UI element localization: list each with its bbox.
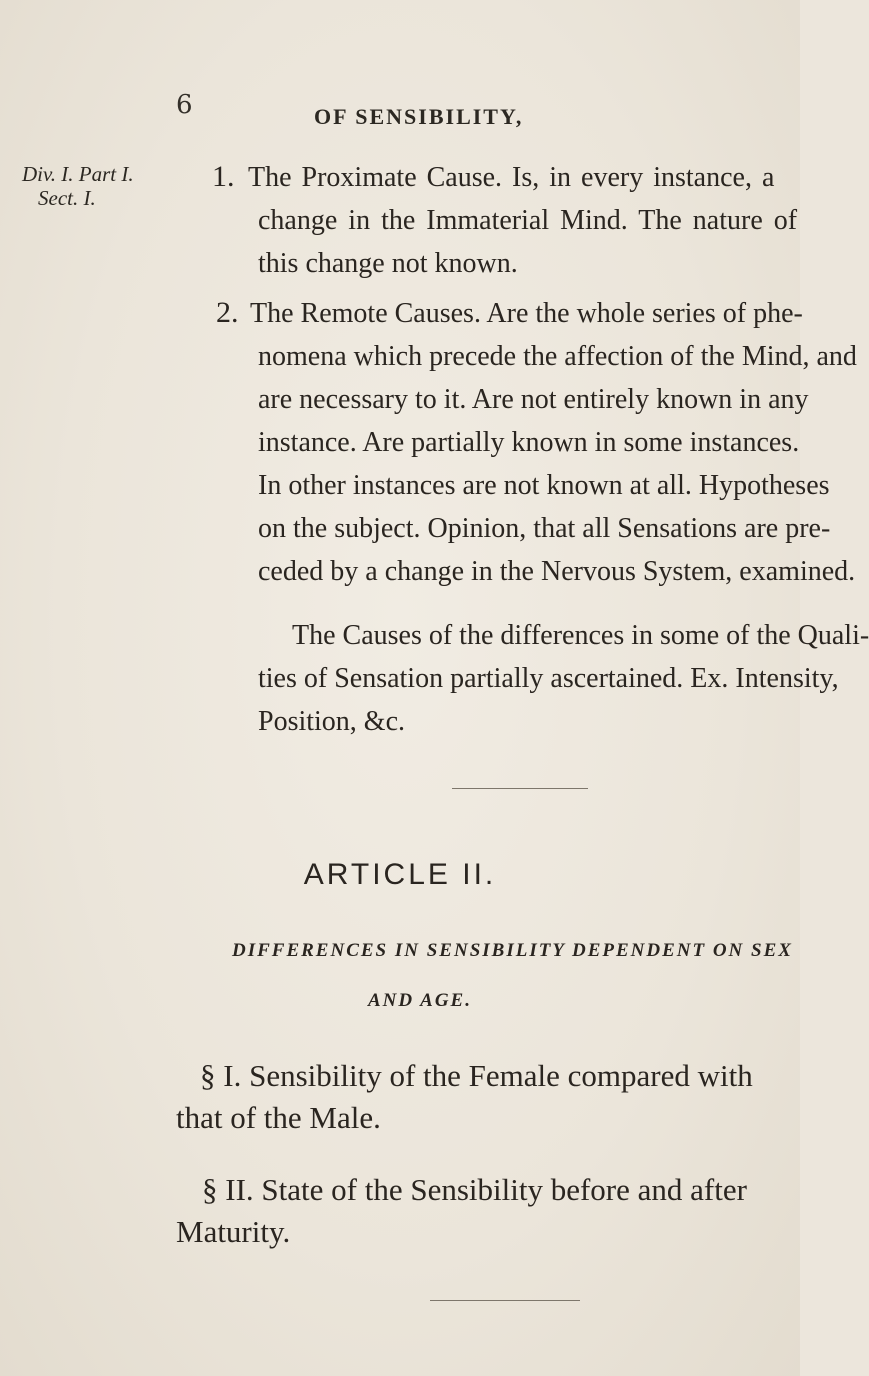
article-subtitle-line-1: DIFFERENCES IN SENSIBILITY DEPENDENT ON SEX <box>232 940 793 961</box>
bottom-divider-rule <box>430 1300 580 1301</box>
item-number-2: 2. <box>216 296 239 329</box>
item2-line-4: instance. Are partially known in some instances. <box>258 427 800 458</box>
margin-note-section: Sect. I. <box>38 186 96 210</box>
running-title: OF SENSIBILITY, <box>314 104 524 129</box>
paragraph-line-1: The Causes of the differences in some of the Quali- <box>292 620 869 651</box>
section-2-line-2: Maturity. <box>176 1214 291 1249</box>
item2-line-6: on the subject. Opinion, that all Sensations are pre- <box>258 513 831 544</box>
item1-line-3: this change not known. <box>258 248 518 279</box>
article-subtitle-line-2: AND AGE. <box>368 990 472 1011</box>
page-number: 6 <box>176 90 193 120</box>
section-2-line-1: § II. State of the Sensibility before and after <box>202 1172 747 1207</box>
paragraph-line-2: ties of Sensation partially ascertained. Ex. Intensity, <box>258 663 839 694</box>
section-divider-rule <box>452 788 588 789</box>
section-1-line-1: § I. Sensibility of the Female compared with <box>200 1058 753 1093</box>
item2-line-5: In other instances are not known at all. Hypotheses <box>258 470 830 501</box>
section-1-line-2: that of the Male. <box>176 1100 381 1135</box>
item2-line-3: are necessary to it. Are not entirely known in any <box>258 384 809 415</box>
item1-line-2: change in the Immaterial Mind. The nature of <box>258 205 798 236</box>
item1-line-1: The Proximate Cause. Is, in every instance, a <box>248 162 775 193</box>
paragraph-line-3: Position, &c. <box>258 706 406 737</box>
article-title: ARTICLE II. <box>303 858 497 891</box>
item2-line-7: ceded by a change in the Nervous System, examined. <box>258 556 856 587</box>
item2-line-1: The Remote Causes. Are the whole series of phe- <box>250 298 803 329</box>
item2-line-2: nomena which precede the affection of the Mind, and <box>258 341 857 372</box>
margin-note-division: Div. I. Part I. <box>22 162 134 186</box>
item-number-1: 1. <box>212 160 235 193</box>
